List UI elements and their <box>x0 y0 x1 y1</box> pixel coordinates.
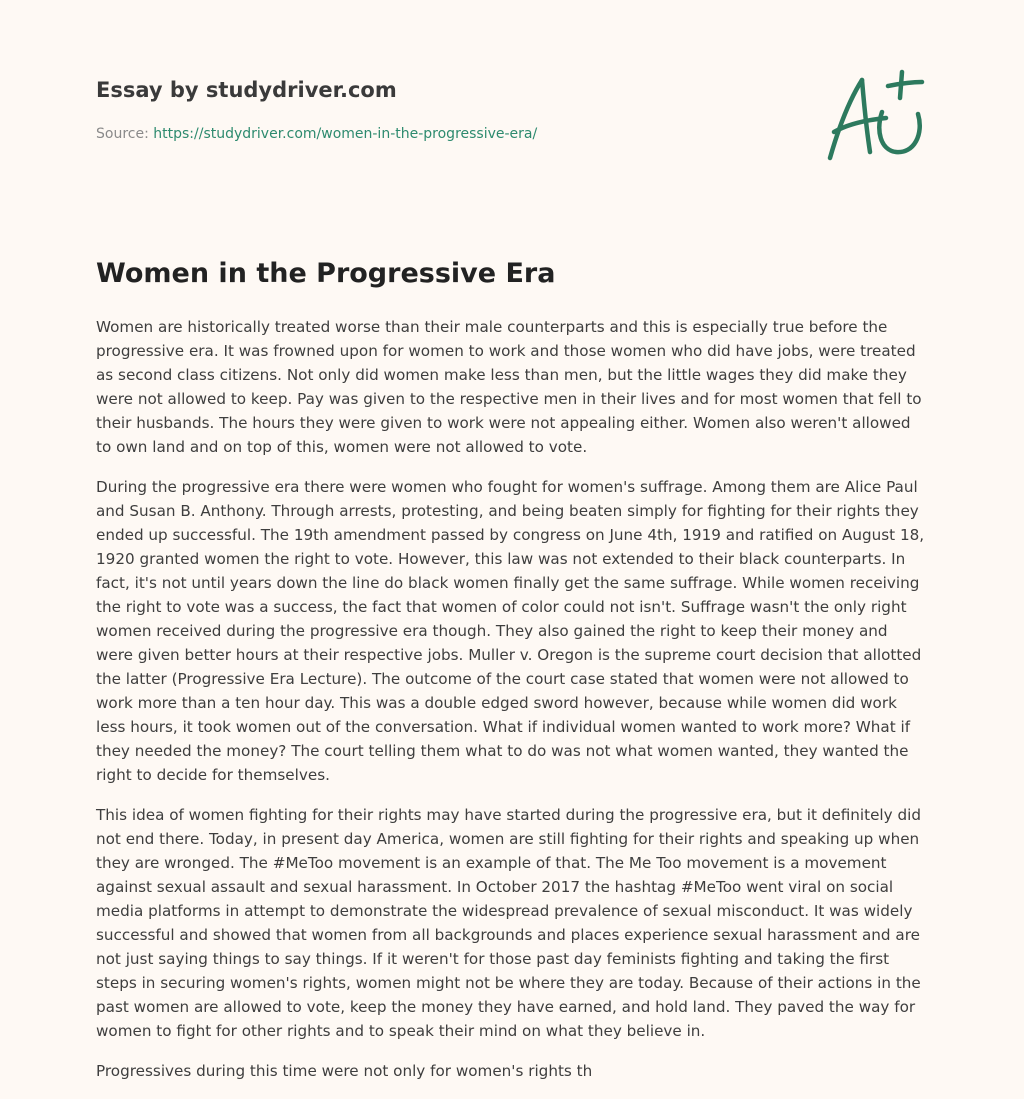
site-title: Essay by studydriver.com <box>96 78 397 102</box>
source-label: Source: <box>96 126 149 142</box>
a-plus-logo-icon <box>822 68 928 164</box>
essay-body <box>96 315 928 1099</box>
essay-paragraph: During the progressive era there were women who fought for women's suffrage. Among them are Alice Paul and Susan B. Anthony. Through arrests, protesting, and being beaten simply for fighting for their rights they ended up successful. The 19th amendment passed by congress on June 4th, 1919 and ratified on August 18, 1920 granted women the right to vote. However, this law was not extended to their black counterparts. In fact, it's not until years down the line do black women finally get the same suffrage. While women receiving the right to vote was a success, the fact that women of color could not isn't. Suffrage wasn't the only right women received during the progressive era though. They also gained the right to keep their money and were given better hours at their respective jobs. Muller v. Oregon is the supreme court decision that allotted the latter (Progressive Era Lecture). The outcome of the court case stated that women were not allowed to work more than a ten hour day. This was a double edged sword however, because while women did work less hours, it took women out of the conversation. What if individual women wanted to work more? What if they needed the money? The court telling them what to do was not what women wanted, they wanted the right to decide for themselves. <box>96 478 925 784</box>
essay-paragraph: Women are historically treated worse than their male counterparts and this is especially true before the progressive era. It was frowned upon for women to work and those women who did have jobs, were treated as second class citizens. Not only did women make less than men, but the little wages they did make they were not allowed to keep. Pay was given to the respective men in their lives and for most women that fell to their husbands. The hours they were given to work were not appealing either. Women also weren't allowed to own land and on top of this, women were not allowed to vote. <box>96 318 922 456</box>
essay-paragraph: This idea of women fighting for their rights may have started during the progressive era, but it definitely did not end there. Today, in present day America, women are still fighting for their rights and speaking up when they are wronged. The #MeToo movement is an example of that. The Me Too movement is a movement against sexual assault and sexual harassment. In October 2017 the hashtag #MeToo went viral on social media platforms in attempt to demonstrate the widespread prevalence of sexual misconduct. It was widely successful and showed that women from all backgrounds and places experience sexual harassment and are not just saying things to say things. If it weren't for those past day feminists fighting and taking the first steps in securing women's rights, women might not be where they are today. Because of their actions in the past women are allowed to vote, keep the money they have earned, and hold land. They paved the way for women to fight for other rights and to speak their mind on what they believe in. <box>96 806 921 1040</box>
essay-title: Women in the Progressive Era <box>96 258 556 289</box>
source-link[interactable]: https://studydriver.com/women-in-the-progressive-era/ <box>153 126 538 142</box>
source-line <box>96 124 537 144</box>
essay-paragraph: Progressives during this time were not only for women's rights th <box>96 1062 593 1080</box>
